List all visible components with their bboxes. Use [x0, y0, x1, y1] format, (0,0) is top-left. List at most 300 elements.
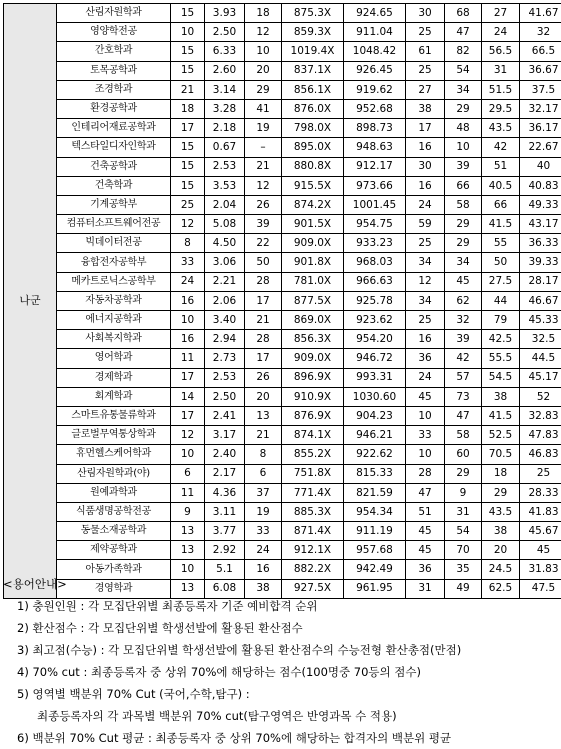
- competition-rate-cell: 4.50: [205, 234, 245, 253]
- inquiry-pct-cell: 54.5: [482, 368, 520, 387]
- department-cell: 영양학전공: [57, 23, 171, 42]
- table-row: [4, 138, 561, 157]
- department-cell: 아동가족학과: [57, 560, 171, 579]
- math-pct-cell: 9: [445, 483, 482, 502]
- table-row: [4, 80, 561, 99]
- note-item-2: 2) 환산점수 : 각 모집단위별 학생선발에 활용된 환산점수: [17, 617, 557, 639]
- competition-rate-cell: 2.73: [205, 349, 245, 368]
- waitlist-rank-cell: 26: [245, 368, 282, 387]
- inquiry-pct-cell: 42.5: [482, 330, 520, 349]
- admission-results-table: [3, 3, 561, 599]
- quota-cell: 9: [171, 502, 205, 521]
- inquiry-pct-cell: 62.5: [482, 579, 520, 598]
- max-score-cell: 855.2X: [282, 445, 344, 464]
- waitlist-rank-cell: 39: [245, 215, 282, 234]
- waitlist-rank-cell: 21: [245, 311, 282, 330]
- table-row: [4, 4, 561, 23]
- inquiry-pct-cell: 29: [482, 483, 520, 502]
- inquiry-pct-cell: 24: [482, 23, 520, 42]
- competition-rate-cell: 0.67: [205, 138, 245, 157]
- department-cell: 건축학과: [57, 176, 171, 195]
- waitlist-rank-cell: 21: [245, 157, 282, 176]
- quota-cell: 15: [171, 157, 205, 176]
- korean-pct-cell: 10: [406, 406, 445, 425]
- cut-70-cell: 973.66: [344, 176, 406, 195]
- table-row: [4, 61, 561, 80]
- competition-rate-cell: 5.1: [205, 560, 245, 579]
- max-score-cell: 896.9X: [282, 368, 344, 387]
- department-cell: 스마트유통물류학과: [57, 406, 171, 425]
- quota-cell: 13: [171, 579, 205, 598]
- pct-average-cell: 28.17: [520, 272, 561, 291]
- math-pct-cell: 57: [445, 368, 482, 387]
- inquiry-pct-cell: 41.5: [482, 406, 520, 425]
- cut-70-cell: 924.65: [344, 4, 406, 23]
- quota-cell: 10: [171, 23, 205, 42]
- table-row: [4, 311, 561, 330]
- math-pct-cell: 42: [445, 349, 482, 368]
- pct-average-cell: 46.83: [520, 445, 561, 464]
- max-score-cell: 927.5X: [282, 579, 344, 598]
- department-cell: 글로벌무역통상학과: [57, 426, 171, 445]
- quota-cell: 14: [171, 387, 205, 406]
- korean-pct-cell: 36: [406, 349, 445, 368]
- math-pct-cell: 39: [445, 157, 482, 176]
- department-cell: 인테리어재료공학과: [57, 119, 171, 138]
- department-cell: 빅데이터전공: [57, 234, 171, 253]
- table-row: [4, 253, 561, 272]
- pct-average-cell: 37.5: [520, 80, 561, 99]
- korean-pct-cell: 61: [406, 42, 445, 61]
- max-score-cell: 869.0X: [282, 311, 344, 330]
- max-score-cell: 909.0X: [282, 234, 344, 253]
- pct-average-cell: 31.83: [520, 560, 561, 579]
- table-row: [4, 330, 561, 349]
- department-cell: 사회복지학과: [57, 330, 171, 349]
- quota-cell: 15: [171, 176, 205, 195]
- max-score-cell: 880.8X: [282, 157, 344, 176]
- math-pct-cell: 29: [445, 215, 482, 234]
- cut-70-cell: 952.68: [344, 99, 406, 118]
- inquiry-pct-cell: 55: [482, 234, 520, 253]
- pct-average-cell: 45.17: [520, 368, 561, 387]
- inquiry-pct-cell: 38: [482, 387, 520, 406]
- notes-heading: <용어안내>: [3, 573, 557, 595]
- department-cell: 컴퓨터소프트웨어전공: [57, 215, 171, 234]
- math-pct-cell: 60: [445, 445, 482, 464]
- inquiry-pct-cell: 38: [482, 522, 520, 541]
- department-cell: 텍스타일디자인학과: [57, 138, 171, 157]
- note-item-1: 1) 충원인원 : 각 모집단위별 최종등록자 기준 예비합격 순위: [17, 595, 557, 617]
- korean-pct-cell: 45: [406, 522, 445, 541]
- pct-average-cell: 46.67: [520, 291, 561, 310]
- cut-70-cell: 926.45: [344, 61, 406, 80]
- korean-pct-cell: 51: [406, 502, 445, 521]
- pct-average-cell: 41.83: [520, 502, 561, 521]
- korean-pct-cell: 25: [406, 23, 445, 42]
- max-score-cell: 895.0X: [282, 138, 344, 157]
- table-row: [4, 272, 561, 291]
- cut-70-cell: 912.17: [344, 157, 406, 176]
- department-cell: 경영학과: [57, 579, 171, 598]
- cut-70-cell: 954.75: [344, 215, 406, 234]
- inquiry-pct-cell: 43.5: [482, 119, 520, 138]
- cut-70-cell: 821.59: [344, 483, 406, 502]
- table-row: [4, 445, 561, 464]
- department-cell: 산림자원학과: [57, 4, 171, 23]
- math-pct-cell: 47: [445, 23, 482, 42]
- korean-pct-cell: 59: [406, 215, 445, 234]
- waitlist-rank-cell: –: [245, 138, 282, 157]
- korean-pct-cell: 25: [406, 61, 445, 80]
- math-pct-cell: 32: [445, 311, 482, 330]
- quota-cell: 33: [171, 253, 205, 272]
- table-row: [4, 464, 561, 483]
- department-cell: 회계학과: [57, 387, 171, 406]
- table-row: [4, 541, 561, 560]
- math-pct-cell: 29: [445, 234, 482, 253]
- department-cell: 경제학과: [57, 368, 171, 387]
- cut-70-cell: 1030.60: [344, 387, 406, 406]
- quota-cell: 13: [171, 522, 205, 541]
- max-score-cell: 781.0X: [282, 272, 344, 291]
- pct-average-cell: 39.33: [520, 253, 561, 272]
- table-row: [4, 387, 561, 406]
- korean-pct-cell: 30: [406, 157, 445, 176]
- table-row: [4, 291, 561, 310]
- department-cell: 에너지공학과: [57, 311, 171, 330]
- waitlist-rank-cell: 16: [245, 560, 282, 579]
- math-pct-cell: 48: [445, 119, 482, 138]
- quota-cell: 12: [171, 215, 205, 234]
- math-pct-cell: 29: [445, 464, 482, 483]
- waitlist-rank-cell: 8: [245, 445, 282, 464]
- quota-cell: 15: [171, 42, 205, 61]
- note-item-5: 5) 영역별 백분위 70% Cut (국어,수학,탐구) :: [17, 683, 557, 705]
- max-score-cell: 771.4X: [282, 483, 344, 502]
- waitlist-rank-cell: 29: [245, 80, 282, 99]
- cut-70-cell: 815.33: [344, 464, 406, 483]
- max-score-cell: 885.3X: [282, 502, 344, 521]
- pct-average-cell: 43.17: [520, 215, 561, 234]
- competition-rate-cell: 2.17: [205, 464, 245, 483]
- waitlist-rank-cell: 18: [245, 4, 282, 23]
- korean-pct-cell: 31: [406, 579, 445, 598]
- cut-70-cell: 904.23: [344, 406, 406, 425]
- cut-70-cell: 919.62: [344, 80, 406, 99]
- math-pct-cell: 58: [445, 195, 482, 214]
- quota-cell: 15: [171, 61, 205, 80]
- pct-average-cell: 32.83: [520, 406, 561, 425]
- cut-70-cell: 1048.42: [344, 42, 406, 61]
- note-item-3: 3) 최고점(수능) : 각 모집단위별 학생선발에 활용된 환산점수의 수능전형 환산총점(만점): [17, 639, 557, 661]
- max-score-cell: 751.8X: [282, 464, 344, 483]
- cut-70-cell: 961.95: [344, 579, 406, 598]
- cut-70-cell: 923.62: [344, 311, 406, 330]
- inquiry-pct-cell: 31: [482, 61, 520, 80]
- inquiry-pct-cell: 56.5: [482, 42, 520, 61]
- pct-average-cell: 66.5: [520, 42, 561, 61]
- competition-rate-cell: 2.92: [205, 541, 245, 560]
- table-row: [4, 23, 561, 42]
- quota-cell: 18: [171, 99, 205, 118]
- inquiry-pct-cell: 18: [482, 464, 520, 483]
- inquiry-pct-cell: 24.5: [482, 560, 520, 579]
- inquiry-pct-cell: 51: [482, 157, 520, 176]
- korean-pct-cell: 24: [406, 195, 445, 214]
- waitlist-rank-cell: 41: [245, 99, 282, 118]
- competition-rate-cell: 2.53: [205, 157, 245, 176]
- quota-cell: 12: [171, 426, 205, 445]
- quota-cell: 10: [171, 445, 205, 464]
- korean-pct-cell: 45: [406, 387, 445, 406]
- quota-cell: 17: [171, 368, 205, 387]
- note-item-4: 4) 70% cut : 최종등록자 중 상위 70%에 해당하는 점수(100명중 70등의 점수): [17, 661, 557, 683]
- max-score-cell: 798.0X: [282, 119, 344, 138]
- inquiry-pct-cell: 55.5: [482, 349, 520, 368]
- competition-rate-cell: 2.60: [205, 61, 245, 80]
- korean-pct-cell: 17: [406, 119, 445, 138]
- department-cell: 조경학과: [57, 80, 171, 99]
- quota-cell: 8: [171, 234, 205, 253]
- note-item-5-continuation: 최종등록자의 각 과목별 백분위 70% cut(탐구영역은 반영과목 수 적용): [37, 705, 557, 727]
- quota-cell: 17: [171, 406, 205, 425]
- waitlist-rank-cell: 22: [245, 234, 282, 253]
- max-score-cell: 856.3X: [282, 330, 344, 349]
- competition-rate-cell: 2.18: [205, 119, 245, 138]
- competition-rate-cell: 3.06: [205, 253, 245, 272]
- max-score-cell: 901.8X: [282, 253, 344, 272]
- math-pct-cell: 47: [445, 406, 482, 425]
- korean-pct-cell: 30: [406, 4, 445, 23]
- math-pct-cell: 73: [445, 387, 482, 406]
- inquiry-pct-cell: 20: [482, 541, 520, 560]
- math-pct-cell: 62: [445, 291, 482, 310]
- korean-pct-cell: 33: [406, 426, 445, 445]
- korean-pct-cell: 16: [406, 330, 445, 349]
- inquiry-pct-cell: 52.5: [482, 426, 520, 445]
- max-score-cell: 1019.4X: [282, 42, 344, 61]
- math-pct-cell: 29: [445, 99, 482, 118]
- pct-average-cell: 32.5: [520, 330, 561, 349]
- department-cell: 건축공학과: [57, 157, 171, 176]
- waitlist-rank-cell: 6: [245, 464, 282, 483]
- waitlist-rank-cell: 37: [245, 483, 282, 502]
- max-score-cell: 877.5X: [282, 291, 344, 310]
- pct-average-cell: 28.33: [520, 483, 561, 502]
- waitlist-rank-cell: 21: [245, 426, 282, 445]
- cut-70-cell: 957.68: [344, 541, 406, 560]
- max-score-cell: 837.1X: [282, 61, 344, 80]
- quota-cell: 11: [171, 349, 205, 368]
- max-score-cell: 859.3X: [282, 23, 344, 42]
- waitlist-rank-cell: 19: [245, 502, 282, 521]
- pct-average-cell: 45.67: [520, 522, 561, 541]
- cut-70-cell: 898.73: [344, 119, 406, 138]
- waitlist-rank-cell: 17: [245, 291, 282, 310]
- inquiry-pct-cell: 41.5: [482, 215, 520, 234]
- max-score-cell: 901.5X: [282, 215, 344, 234]
- competition-rate-cell: 3.11: [205, 502, 245, 521]
- competition-rate-cell: 6.33: [205, 42, 245, 61]
- max-score-cell: 875.3X: [282, 4, 344, 23]
- competition-rate-cell: 2.21: [205, 272, 245, 291]
- table-row: [4, 215, 561, 234]
- cut-70-cell: 954.34: [344, 502, 406, 521]
- quota-cell: 10: [171, 560, 205, 579]
- competition-rate-cell: 3.14: [205, 80, 245, 99]
- group-label-cell: 나군: [4, 4, 57, 599]
- korean-pct-cell: 28: [406, 464, 445, 483]
- table-row: [4, 368, 561, 387]
- inquiry-pct-cell: 44: [482, 291, 520, 310]
- table-row: [4, 195, 561, 214]
- pct-average-cell: 47.5: [520, 579, 561, 598]
- table-row: [4, 349, 561, 368]
- max-score-cell: 912.1X: [282, 541, 344, 560]
- math-pct-cell: 34: [445, 80, 482, 99]
- korean-pct-cell: 12: [406, 272, 445, 291]
- table-row: [4, 42, 561, 61]
- department-cell: 간호학과: [57, 42, 171, 61]
- department-cell: 환경공학과: [57, 99, 171, 118]
- department-cell: 휴먼헬스케어학과: [57, 445, 171, 464]
- max-score-cell: 876.0X: [282, 99, 344, 118]
- math-pct-cell: 35: [445, 560, 482, 579]
- cut-70-cell: 911.04: [344, 23, 406, 42]
- korean-pct-cell: 38: [406, 99, 445, 118]
- max-score-cell: 874.2X: [282, 195, 344, 214]
- math-pct-cell: 49: [445, 579, 482, 598]
- inquiry-pct-cell: 51.5: [482, 80, 520, 99]
- pct-average-cell: 49.33: [520, 195, 561, 214]
- inquiry-pct-cell: 42: [482, 138, 520, 157]
- pct-average-cell: 40: [520, 157, 561, 176]
- cut-70-cell: 911.19: [344, 522, 406, 541]
- cut-70-cell: 993.31: [344, 368, 406, 387]
- cut-70-cell: 942.49: [344, 560, 406, 579]
- competition-rate-cell: 3.77: [205, 522, 245, 541]
- inquiry-pct-cell: 40.5: [482, 176, 520, 195]
- inquiry-pct-cell: 29.5: [482, 99, 520, 118]
- waitlist-rank-cell: 24: [245, 541, 282, 560]
- cut-70-cell: 966.63: [344, 272, 406, 291]
- waitlist-rank-cell: 19: [245, 119, 282, 138]
- waitlist-rank-cell: 13: [245, 406, 282, 425]
- math-pct-cell: 66: [445, 176, 482, 195]
- max-score-cell: 871.4X: [282, 522, 344, 541]
- math-pct-cell: 54: [445, 522, 482, 541]
- department-cell: 메카트로닉스공학부: [57, 272, 171, 291]
- table-row: [4, 522, 561, 541]
- competition-rate-cell: 3.28: [205, 99, 245, 118]
- waitlist-rank-cell: 20: [245, 61, 282, 80]
- competition-rate-cell: 5.08: [205, 215, 245, 234]
- competition-rate-cell: 6.08: [205, 579, 245, 598]
- competition-rate-cell: 3.93: [205, 4, 245, 23]
- competition-rate-cell: 2.50: [205, 23, 245, 42]
- waitlist-rank-cell: 50: [245, 253, 282, 272]
- inquiry-pct-cell: 66: [482, 195, 520, 214]
- table-row: [4, 176, 561, 195]
- competition-rate-cell: 2.04: [205, 195, 245, 214]
- max-score-cell: 874.1X: [282, 426, 344, 445]
- waitlist-rank-cell: 20: [245, 387, 282, 406]
- max-score-cell: 910.9X: [282, 387, 344, 406]
- waitlist-rank-cell: 17: [245, 349, 282, 368]
- max-score-cell: 882.2X: [282, 560, 344, 579]
- inquiry-pct-cell: 70.5: [482, 445, 520, 464]
- inquiry-pct-cell: 50: [482, 253, 520, 272]
- waitlist-rank-cell: 12: [245, 23, 282, 42]
- competition-rate-cell: 2.41: [205, 406, 245, 425]
- cut-70-cell: 925.78: [344, 291, 406, 310]
- math-pct-cell: 58: [445, 426, 482, 445]
- quota-cell: 15: [171, 138, 205, 157]
- math-pct-cell: 54: [445, 61, 482, 80]
- inquiry-pct-cell: 79: [482, 311, 520, 330]
- quota-cell: 24: [171, 272, 205, 291]
- competition-rate-cell: 4.36: [205, 483, 245, 502]
- table-row: [4, 119, 561, 138]
- quota-cell: 10: [171, 311, 205, 330]
- max-score-cell: 915.5X: [282, 176, 344, 195]
- max-score-cell: 909.0X: [282, 349, 344, 368]
- table-row: [4, 426, 561, 445]
- quota-cell: 16: [171, 291, 205, 310]
- cut-70-cell: 922.62: [344, 445, 406, 464]
- pct-average-cell: 36.67: [520, 61, 561, 80]
- pct-average-cell: 45: [520, 541, 561, 560]
- math-pct-cell: 31: [445, 502, 482, 521]
- korean-pct-cell: 24: [406, 368, 445, 387]
- quota-cell: 11: [171, 483, 205, 502]
- department-cell: 융합전자공학부: [57, 253, 171, 272]
- korean-pct-cell: 47: [406, 483, 445, 502]
- pct-average-cell: 41.67: [520, 4, 561, 23]
- competition-rate-cell: 2.40: [205, 445, 245, 464]
- waitlist-rank-cell: 28: [245, 330, 282, 349]
- inquiry-pct-cell: 43.5: [482, 502, 520, 521]
- table-row: [4, 483, 561, 502]
- quota-cell: 21: [171, 80, 205, 99]
- department-cell: 영어학과: [57, 349, 171, 368]
- pct-average-cell: 52: [520, 387, 561, 406]
- competition-rate-cell: 3.40: [205, 311, 245, 330]
- quota-cell: 15: [171, 4, 205, 23]
- cut-70-cell: 954.20: [344, 330, 406, 349]
- math-pct-cell: 45: [445, 272, 482, 291]
- waitlist-rank-cell: 26: [245, 195, 282, 214]
- cut-70-cell: 948.63: [344, 138, 406, 157]
- pct-average-cell: 22.67: [520, 138, 561, 157]
- competition-rate-cell: 3.17: [205, 426, 245, 445]
- competition-rate-cell: 3.53: [205, 176, 245, 195]
- department-cell: 동물소재공학과: [57, 522, 171, 541]
- table-row: [4, 99, 561, 118]
- waitlist-rank-cell: 12: [245, 176, 282, 195]
- korean-pct-cell: 16: [406, 138, 445, 157]
- cut-70-cell: 1001.45: [344, 195, 406, 214]
- pct-average-cell: 32.17: [520, 99, 561, 118]
- table-row: [4, 157, 561, 176]
- waitlist-rank-cell: 38: [245, 579, 282, 598]
- inquiry-pct-cell: 27: [482, 4, 520, 23]
- cut-70-cell: 968.03: [344, 253, 406, 272]
- math-pct-cell: 10: [445, 138, 482, 157]
- quota-cell: 25: [171, 195, 205, 214]
- math-pct-cell: 82: [445, 42, 482, 61]
